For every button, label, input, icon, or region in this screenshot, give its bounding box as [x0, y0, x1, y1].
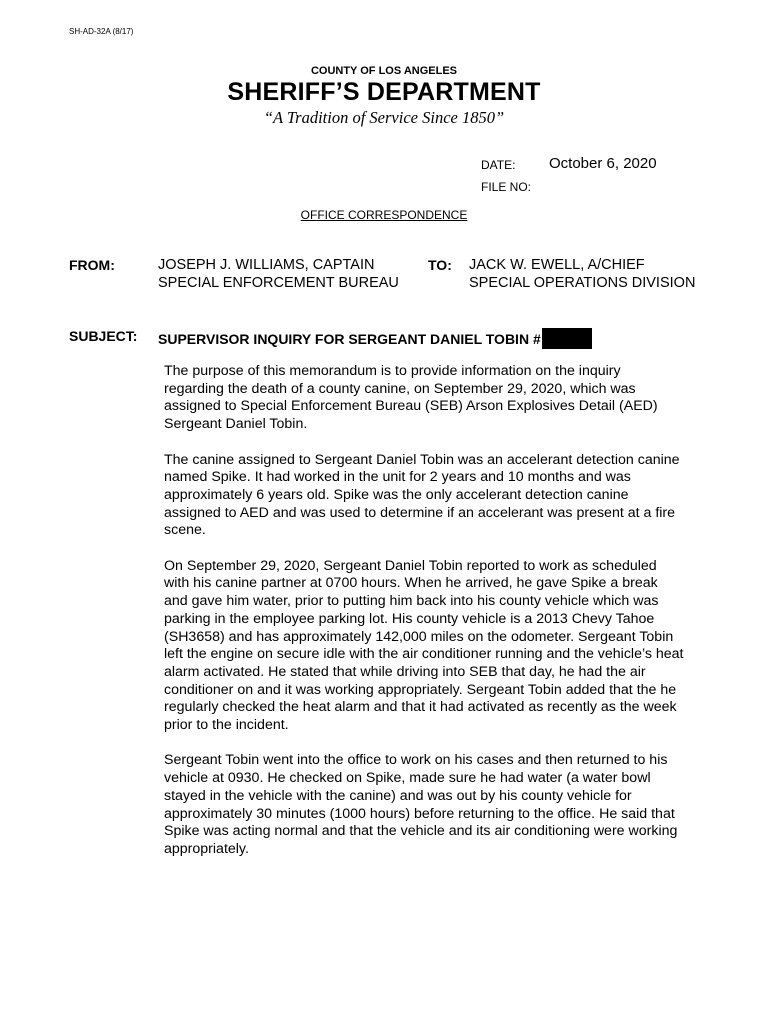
to-block	[469, 256, 695, 292]
date-label: DATE:	[481, 158, 516, 172]
body-paragraph: Sergeant Tobin went into the office to work on his cases and then returned to his vehicle at 0930. He checked on Spike, made sure he had water (a water bowl stayed in the vehicle with the canine) and was out by his county vehicle for approximately 30 minutes (1000 hours) before returning to the office. He said that Spike was acting normal and that the vehicle and its air conditioning were working appropriately.	[164, 752, 678, 857]
from-block	[158, 256, 399, 292]
subject-label: SUBJECT:	[69, 328, 138, 344]
to-unit: SPECIAL OPERATIONS DIVISION	[469, 275, 696, 291]
form-code: SH-AD-32A (8/17)	[69, 27, 134, 36]
from-unit: SPECIAL ENFORCEMENT BUREAU	[158, 275, 399, 291]
department-title: SHERIFF’S DEPARTMENT	[227, 78, 541, 106]
body-paragraph: The canine assigned to Sergeant Daniel Tobin was an accelerant detection canine named Spike. It had worked in the unit for 2 years and 10 months and was approximately 6 years old. Spike was the only accelerant detection canine assigned to AED and was used to determine if an accelerant was present at a fire scene.	[164, 451, 680, 539]
date-value: October 6, 2020	[549, 155, 657, 172]
to-label: TO:	[428, 257, 452, 273]
body-paragraph: On September 29, 2020, Sergeant Daniel Tobin reported to work as scheduled with his canine partner at 0700 hours. When he arrived, he gave Spike a break and gave him water, prior to putting him back into his county vehicle which was parking in the employee parking lot. His county vehicle is a 2013 Chevy Tahoe (SH3658) and has approximately 142,000 miles on the odometer. Sergeant Tobin left the engine on secure idle with the air conditioner running and the vehicle’s heat alarm activated. He stated that while driving into SEB that day, he had the air conditioner on and it was working appropriately. Sergeant Tobin added that the he regularly checked the heat alarm and that it had activated as recently as the week prior to the incident.	[164, 557, 684, 734]
subject-line	[158, 328, 592, 349]
memo-body	[164, 363, 684, 876]
subject-text: SUPERVISOR INQUIRY FOR SERGEANT DANIEL TOBIN #	[158, 331, 541, 347]
from-name: JOSEPH J. WILLIAMS, CAPTAIN	[158, 257, 375, 273]
body-paragraph: The purpose of this memorandum is to provide information on the inquiry regarding the death of a county canine, on September 29, 2020, which was assigned to Special Enforcement Bureau (SEB) Arson Explosives Detail (AED) Sergeant Daniel Tobin.	[164, 363, 658, 433]
redaction-box	[542, 328, 592, 349]
to-name: JACK W. EWELL, A/CHIEF	[469, 257, 645, 273]
file-no-label: FILE NO:	[481, 180, 532, 194]
department-tagline: “A Tradition of Service Since 1850”	[263, 108, 505, 127]
document-type: OFFICE CORRESPONDENCE	[300, 208, 468, 222]
county-name: COUNTY OF LOS ANGELES	[310, 65, 458, 77]
from-label: FROM:	[69, 257, 115, 273]
